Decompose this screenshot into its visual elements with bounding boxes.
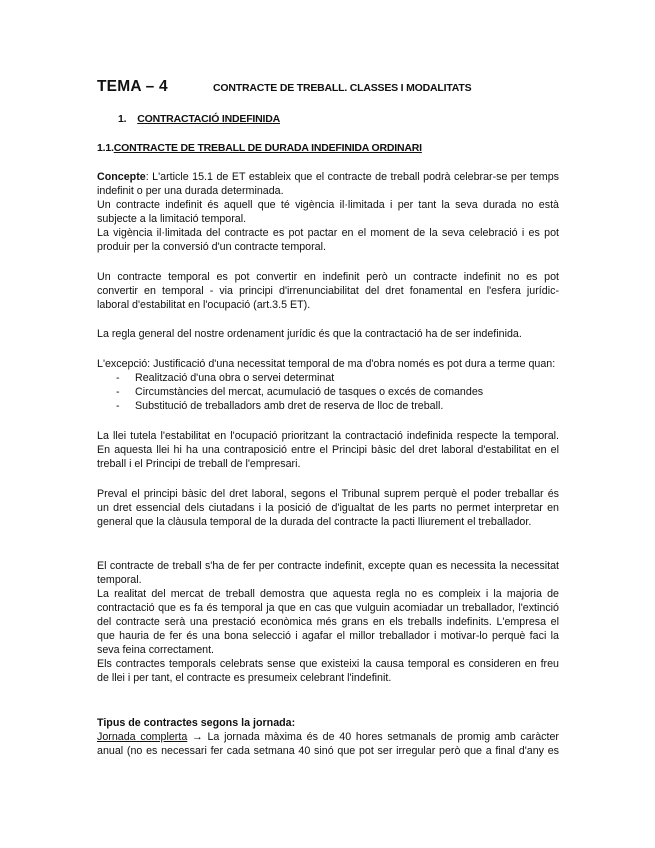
paragraph-line: laboral d'estabilitat en l'ocupació (art.3.5 ET). [97, 299, 311, 311]
jornada-complerta-label: Jornada complerta [97, 731, 188, 743]
chapter-subtitle: CONTRACTE DE TREBALL. CLASSES I MODALITATS [213, 82, 472, 94]
paragraph-line: convertir en temporal - via principi d'irrenunciabilitat del dret fonamental en l'esfera jurídic- [97, 285, 559, 297]
list-item [116, 385, 484, 399]
list-item-text: Substitució de treballadors amb dret de reserva de lloc de treball. [135, 400, 444, 412]
text-span: La jornada màxima és de 40 hores setmanals de promig amb caràcter [202, 731, 559, 743]
arrow-icon: → [192, 731, 203, 743]
paragraph-line: La vigència il·limitada del contracte es pot pactar en el moment de la seva celebració i es pot [97, 227, 559, 239]
paragraph-line: subjecte a la limitació temporal. [97, 213, 247, 225]
paragraph-line: La llei tutela l'estabilitat en l'ocupació prioritzant la contractació indefinida respecte la temporal. [97, 430, 559, 442]
paragraph-line: treball i el Principi de treball de l'empresari. [97, 458, 301, 470]
paragraph-line: del contracte serà una prestació econòmica més grans en els treballs indefinits. L'empresa el [97, 616, 559, 628]
section-heading-1 [118, 113, 280, 125]
paragraph-line: anual (no es necessari fer cada setmana 40 sinó que pot ser irregular però que a final d'any es [97, 745, 559, 757]
paragraph-line [97, 730, 559, 744]
subheading-jornada: Tipus de contractes segons la jornada: [97, 717, 296, 729]
concept-label: Concepte [97, 171, 146, 183]
list-item-text: Realització d'una obra o servei determinat [135, 372, 335, 384]
paragraph-line: L'excepció: Justificació d'una necessitat temporal de ma d'obra només es pot dura a terme quan: [97, 358, 556, 370]
paragraph-line: produir per la conversió d'un contracte temporal. [97, 241, 326, 253]
subsection-number: 1.1. [97, 142, 114, 154]
chapter-title: TEMA – 4 [97, 78, 168, 95]
paragraph-line: que hauria de fer és una bona selecció i agafar el millor treballador i motivar-lo perquè faci la [97, 630, 559, 642]
paragraph-line: La realitat del mercat de treball demostra que aquesta regla no es compleix i la majoria de [97, 588, 559, 600]
paragraph-line: general que la clàusula temporal de la durada del contracte la pacti lliurement el treballador. [97, 516, 532, 528]
paragraph-line: En aquesta llei hi ha una contraposició entre el Principi bàsic del dret laboral d'estabilitat en el [97, 444, 559, 456]
section-title: CONTRACTACIÓ INDEFINIDA [137, 113, 281, 125]
subsection-title: CONTRACTE DE TREBALL DE DURADA INDEFINIDA ORDINARI [113, 142, 422, 154]
paragraph-line: Els contractes temporals celebrats sense que existeixi la causa temporal es consideren en freu [97, 658, 559, 670]
paragraph-line: Preval el principi bàsic del dret laboral, segons el Tribunal suprem perquè el poder treballar és [97, 488, 559, 500]
text-span: : L'article 15.1 de ET estableix que el contracte de treball podrà celebrar-se per temps [145, 171, 559, 183]
list-item [116, 399, 444, 413]
paragraph-line: indefinit o per una durada determinada. [97, 185, 284, 197]
list-item-text: Circumstàncies del mercat, acumulació de tasques o excés de comandes [135, 386, 484, 398]
paragraph-line: La regla general del nostre ordenament jurídic és que la contractació ha de ser indefinida. [97, 328, 522, 340]
paragraph-line: temporal. [97, 574, 142, 586]
list-dash: - [116, 386, 120, 398]
section-heading-1-1 [97, 142, 422, 154]
list-dash: - [116, 400, 120, 412]
section-number: 1. [118, 113, 127, 125]
paragraph-line: un dret essencial dels ciutadans i la posició de d'igualtat de les parts no permet interpretar en [97, 502, 559, 514]
paragraph-line [97, 170, 559, 184]
list-item [116, 371, 335, 385]
list-dash: - [116, 372, 120, 384]
paragraph-line: contractació que es fa és temporal ja que en cas que vulguin acomiadar un treballador, l'extinció [97, 602, 559, 614]
paragraph-line: Un contracte indefinit és aquell que té vigència il·limitada i per tant la seva durada no està [97, 199, 559, 211]
paragraph-line: seva feina correctament. [97, 644, 215, 656]
paragraph-line: Un contracte temporal es pot convertir en indefinit però un contracte indefinit no es pot [97, 271, 559, 283]
paragraph-line: de llei i per tant, el contracte es presumeix celebrant l'indefinit. [97, 672, 392, 684]
paragraph-line: El contracte de treball s'ha de fer per contracte indefinit, excepte quan es necessita la necessitat [97, 560, 559, 572]
